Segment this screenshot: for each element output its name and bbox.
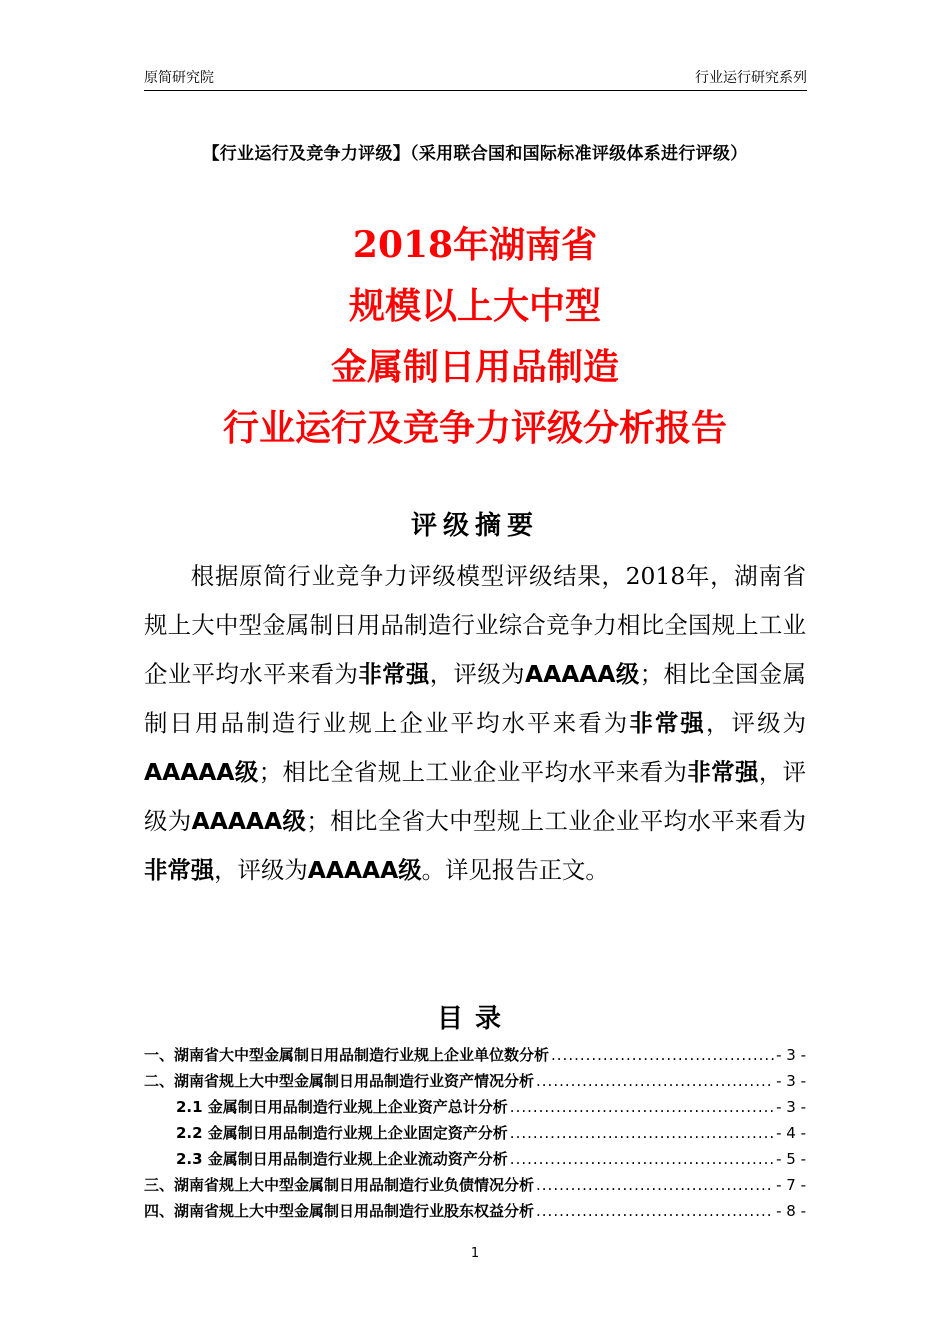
- summary-text: ，评级为: [144, 758, 807, 835]
- toc-leader-dots: [536, 1198, 774, 1224]
- toc-entry-page: - 3 -: [776, 1072, 806, 1090]
- toc-leader-dots: [510, 1146, 774, 1172]
- toc-entry-title: 一、湖南省大中型金属制日用品制造行业规上企业单位数分析: [144, 1046, 550, 1064]
- rating-level-emphasis: 非常强: [687, 758, 759, 786]
- page-number: 1: [470, 1246, 480, 1261]
- summary-text: ；相比全省大中型规上工业企业平均水平来看为: [306, 807, 807, 835]
- summary-heading: 评级摘要: [410, 511, 539, 541]
- toc-entry-title: 四、湖南省规上大中型金属制日用品制造行业股东权益分析: [144, 1202, 535, 1220]
- summary-text: 。详见报告正文。: [421, 856, 609, 884]
- toc-entry-page: - 3 -: [776, 1046, 806, 1064]
- toc-entry[interactable]: [144, 1042, 806, 1068]
- toc-leader-dots: [536, 1172, 774, 1198]
- toc-entry-title: 2.1 金属制日用品制造行业规上企业资产总计分析: [176, 1098, 508, 1116]
- rating-grade-emphasis: AAAAA级: [191, 807, 307, 835]
- summary-paragraph: [144, 552, 806, 895]
- toc-entry-title: 2.3 金属制日用品制造行业规上企业流动资产分析: [176, 1150, 508, 1168]
- toc-leader-dots: [510, 1094, 774, 1120]
- toc-heading: 目录: [436, 1004, 513, 1034]
- toc-entry-title: 2.2 金属制日用品制造行业规上企业固定资产分析: [176, 1124, 508, 1142]
- title-line: 2018年湖南省: [352, 224, 598, 266]
- table-of-contents: [144, 1042, 806, 1224]
- rating-level-emphasis: 非常强: [629, 709, 706, 737]
- rating-grade-emphasis: AAAAA级: [307, 856, 422, 884]
- rating-grade-emphasis: AAAAA级: [525, 660, 640, 688]
- summary-text: ，评级为: [429, 660, 525, 688]
- toc-leader-dots: [510, 1120, 774, 1146]
- toc-entry-page: - 7 -: [776, 1176, 806, 1194]
- toc-subentry[interactable]: [144, 1120, 806, 1146]
- toc-entry-page: - 3 -: [776, 1098, 806, 1116]
- toc-entry[interactable]: [144, 1172, 806, 1198]
- header-series: 行业运行研究系列: [695, 70, 807, 86]
- rating-note: 【行业运行及竞争力评级】（采用联合国和国际标准评级体系进行评级）: [202, 144, 748, 164]
- toc-entry-title: 三、湖南省规上大中型金属制日用品制造行业负债情况分析: [144, 1176, 535, 1194]
- summary-text: ，评级为: [705, 709, 807, 737]
- header-publisher: 原简研究院: [144, 70, 214, 86]
- toc-subentry[interactable]: [144, 1094, 806, 1120]
- summary-text: ，评级为: [214, 856, 308, 884]
- report-title: [0, 215, 950, 459]
- toc-entry-page: - 8 -: [776, 1202, 806, 1220]
- title-line: 金属制日用品制造: [330, 346, 619, 388]
- toc-entry-title: 二、湖南省规上大中型金属制日用品制造行业资产情况分析: [144, 1072, 535, 1090]
- toc-leader-dots: [551, 1042, 774, 1068]
- rating-level-emphasis: 非常强: [358, 660, 430, 688]
- toc-leader-dots: [536, 1068, 774, 1094]
- title-line: 行业运行及竞争力评级分析报告: [222, 407, 727, 449]
- toc-entry[interactable]: [144, 1068, 806, 1094]
- toc-entry-page: - 5 -: [776, 1150, 806, 1168]
- toc-subentry[interactable]: [144, 1146, 806, 1172]
- page-header: [144, 64, 807, 91]
- summary-text: ；相比全省规上工业企业平均水平来看为: [258, 758, 688, 786]
- rating-grade-emphasis: AAAAA级: [144, 758, 259, 786]
- toc-entry-page: - 4 -: [776, 1124, 806, 1142]
- toc-entry[interactable]: [144, 1198, 806, 1224]
- summary-text: ；相比全国金属制日用品制造行业规上企业平均水平来看为: [144, 660, 807, 737]
- rating-level-emphasis: 非常强: [144, 856, 215, 884]
- summary-text: 根据原简行业竞争力评级模型评级结果，2018年，湖南省规上大中型金属制日用品制造行业综合竞争力相比全国规上工业企业平均水平来看为: [144, 562, 806, 688]
- title-line: 规模以上大中型: [348, 285, 601, 327]
